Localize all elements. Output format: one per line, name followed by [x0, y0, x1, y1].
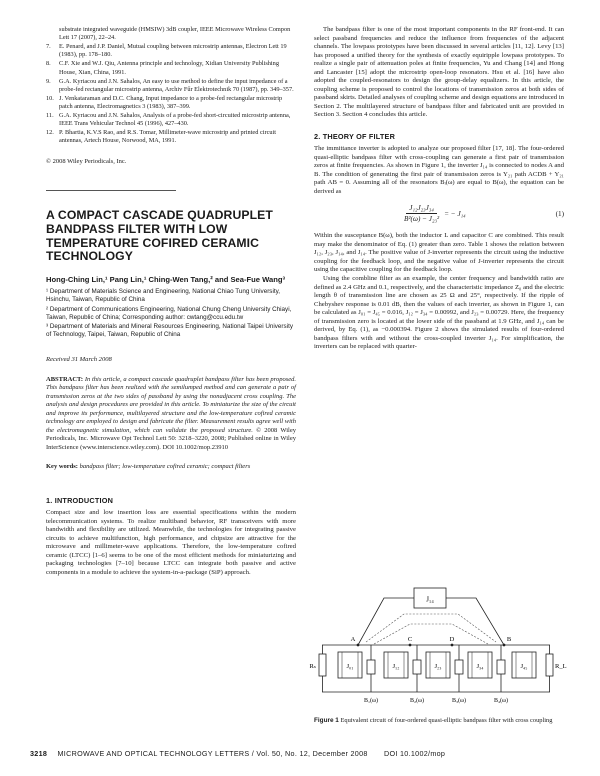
inverter-j01 — [338, 652, 362, 678]
equation-1 — [314, 204, 564, 223]
copyright-notice: © 2008 Wiley Periodicals, Inc. — [46, 157, 127, 165]
received-date: Received 31 March 2008 — [46, 355, 112, 363]
reference-list — [46, 26, 296, 146]
resonator-b4 — [494, 645, 508, 704]
svg-text:B₁(ω): B₁(ω) — [363, 698, 379, 704]
paragraph: Compact size and low insertion loss are essential specifications within the modern telecommunication systems. To realize multiband behavior, RF transceivers with more bandwidth and flexibility are utilized. Meanwhile, the technologies for integrating passive circuits to achieve multifunction, high performance, and chipsize are attractive for the microwave and millimeter-wave applications. Therefore, the low-temperature cofired ceramic (LTCC) [1–6] seems to be one of the most efficient methods for miniaturizing and packaging technologies [7–10] because LTCC can integrate both passive and active components in a module to achieve the system-in-a-package (SiP) approach. — [46, 508, 296, 576]
svg-text:J₂₃: J₂₃ — [434, 663, 442, 670]
resonator-b3 — [452, 645, 466, 704]
node-label-a: A — [350, 636, 356, 643]
right-column — [314, 26, 564, 352]
equation-numerator: J₁₂J₂₃J₃₄ — [406, 204, 437, 214]
feedback-wire-right — [446, 598, 504, 645]
svg-text:B₂(ω): B₂(ω) — [409, 698, 425, 704]
affiliation: ² Department of Communications Engineering, National Chung Cheng University Chiayi, Taiwan, Republic of China; Corresponding author: cwtang@ccu.edu.tw — [46, 305, 292, 321]
paragraph: The bandpass filter is one of the most important components in the RF front-end. It can select passband frequencies and reduce the influence from frequencies of the adjacent channels. The lowpass prototypes have been discussed in several articles [11, 12]. Levy [13] has proposed a unified theory for the synthesis of exactly equiripple lowpass prototypes. To realize a single pair of attenuation poles at finite frequencies, Yu and Chang [14] and Hong and Lancaster [15] adopt the microstrip open-loop resonators. Hsu et al. [16] have also adopted the coupled-resonators to design the group-delay equalizers. In this article, the coupling scheme is proposed to control the locations of transmission zeros at both sides of passband skirts. Detailed analyses of coupling scheme and design equations are introduced in Section 2. The multilayered structure of bandpass filter and fabricated unit are provided in Section 3. Section 4 concludes this article. — [314, 26, 564, 119]
svg-text:J₃₄: J₃₄ — [476, 663, 484, 670]
paragraph: Within the susceptance B(ω), both the inductor L and capacitor C are combined. This result may make the denominator of Eq. (1) greater than zero. Table 1 shows the relation between J₁₂, J₂₃, J₁₄, and J₁₄. The positive value of J-inverter represents the circuit using the inductive coupling for the feedback loop, and the negative value of J-inverter represents the circuit using the capacitive coupling for the feedback loop. — [314, 232, 564, 274]
affiliation: ¹ Department of Materials Science and Engineering, National Chiao Tung University, Hsinchu, Taiwan, Republic of China — [46, 288, 281, 304]
label-rl: R_L — [555, 663, 567, 670]
left-column — [46, 26, 296, 577]
article-title: A COMPACT CASCADE QUADRUPLET BANDPASS FILTER WITH LOW TEMPERATURE COFIRED CERAMIC TECHNOLOGY — [46, 208, 273, 264]
figure-caption — [314, 717, 564, 725]
equation-fraction — [404, 204, 439, 223]
abstract-citation: © 2008 Wiley Periodicals, Inc. Microwave Opt Technol Lett 50: 3218–3220, 2008; Published online in Wiley InterScience (www.interscience.wiley.com). DOI 10.1002/mop.23910 — [46, 426, 297, 451]
theory-body — [314, 145, 564, 196]
node-b — [503, 644, 506, 647]
svg-text:B₃(ω): B₃(ω) — [451, 698, 467, 704]
feedback-wire-left — [358, 598, 414, 645]
keywords — [46, 463, 296, 472]
node-d — [451, 644, 454, 647]
label-rs: Rₛ — [309, 663, 316, 670]
reference-item: 8. C.F. Xie and W.J. Qiu, Antenna principle and technology, Xidian University Publishing House, Xian, China, 1991. — [46, 60, 279, 76]
footer-doi: DOI 10.1002/mop — [384, 749, 446, 758]
figure-caption-text: Equivalent circuit of four-ordered quasi-elliptic bandpass filter with cross coupling — [340, 717, 553, 724]
svg-text:J₀₁: J₀₁ — [346, 663, 354, 670]
coupling-path-lower — [374, 624, 488, 644]
svg-text:B₄(ω): B₄(ω) — [493, 698, 509, 704]
inverter-j45 — [512, 652, 536, 678]
author-list: Hong-Ching Lin,¹ Pang Lin,¹ Ching-Wen Tang,² and Sea-Fue Wang³ — [46, 274, 286, 284]
node-c — [409, 644, 412, 647]
reference-item: 9. G.A. Kyriacou and J.N. Sahalos, An easy to use method to define the input impedance of a probe-fed rectangular microstrip antenna, Archiv Fűr Elektrotechnik 70 (1987), pp. 349–357. — [46, 77, 294, 93]
node-a — [357, 644, 360, 647]
abstract — [46, 376, 296, 453]
introduction-body — [46, 509, 296, 577]
inverter-label-j14: J₁₄ — [426, 595, 434, 604]
equation-rhs: = − J₁₄ — [444, 209, 466, 218]
node-label-d: D — [449, 636, 455, 643]
node-label-b: B — [506, 636, 512, 643]
resonator-b1 — [364, 645, 378, 704]
abstract-label: ABSTRACT: — [46, 375, 84, 383]
keywords-text: bandpass filter; low-temperature cofired ceramic; compact filters — [79, 463, 251, 471]
load-resistor — [546, 654, 553, 676]
equation-body — [314, 204, 556, 223]
equation-denominator: B²(ω) − J₂₃² — [403, 215, 440, 224]
figure-caption-label: Figure 1 — [314, 717, 339, 724]
reference-item: 7. E. Penard, and J.P. Daniel, Mutual coupling between microstrip antennas, Electron Lett 19 (1983), pp. 178–180. — [46, 43, 287, 59]
paragraph: The immittance inverter is adopted to analyze our proposed filter [17, 18]. The four-ordered quasi-elliptic bandpass filter with cross-coupling can generate a first pair of transmission zeros at finite frequencies. As shown in Figure 1, the inverter J₁₄ is connected to nodes A and B. The condition of generating the first pair of transmission zeros is Y₂₁ path ACDB + Y₂₁ path AB = 0. Assuming all of the resonators Bᵢ(ω) are equal to B(ω), the equation can be derived as — [314, 145, 564, 195]
inverter-j12 — [384, 652, 408, 678]
page-number: 3218 — [30, 749, 48, 758]
affiliation: ³ Department of Materials and Mineral Resources Engineering, National Taipei University of Technology, Taipei, Taiwan, Republic of China — [46, 323, 293, 339]
abstract-text: In this article, a compact cascade quadruplet bandpass filter has been proposed. This bandpass filter has been realized with the semilumped method and can generate a pair of transmission zeros at the two sides of passband by using the nonadjacent cross coupling. The analysis and design procedures are provided in this article. To miniaturize the size of the circuit and improve its performance, multilayered structure and the low-temperature cofired ceramic technology are employed to design and fabricate the filter. Measurement results agree well with the electromagnetic simulation, which can validate the proposed structure. — [46, 375, 296, 434]
resonator-b2 — [410, 645, 424, 704]
reference-item: 11. G.A. Kyriacou and J.N. Sahalos, Analysis of a probe-fed short-circuited microstrip antenna, IEEE Trans Vehicular Technol 45 (1996), 427–430. — [46, 111, 291, 128]
reference-item: 10. J. Venkataraman and D.C. Chang, Input impedance to a probe-fed rectangular microstrip patch antenna, Electromagnetics 3 (1983), 387–399. — [46, 94, 283, 111]
node-label-c: C — [407, 636, 413, 643]
reference-item: 12. P. Bhartia, K.V.S Rao, and R.S. Tomar, Millimeter-wave microstrip and printed circuit antennas, Artech House, Norwood, MA, 1991. — [46, 129, 277, 145]
intro-continued — [314, 26, 564, 120]
source-resistor — [319, 654, 326, 676]
theory-body-continued — [314, 232, 564, 352]
affiliations — [46, 288, 296, 339]
inverter-j34 — [468, 652, 492, 678]
journal-info: MICROWAVE AND OPTICAL TECHNOLOGY LETTERS / Vol. 50, No. 12, December 2008 — [57, 749, 368, 758]
paragraph: Using the combline filter as an example, the center frequency and bandwidth ratio are defined as 2.4 GHz and 0.1, respectively, and the characteristic impedance Z₀ and the electric length θ of transmission line are chosen as 25 Ω and 25°, respectively. If the ripple of Chebyshev response is 0.01 dB, then the values of each inverter, as shown in Figure 1, can be calculated as J₀₁ = J₄₅ = 0.016, J₁₂ = J₃₄ = 0.00992, and J₂₃ = 0.00729. Here, the frequency of transmission zero is located at the lower side of the passband at 1.9 GHz, and J₁₄ can be derived, by Eq. (1), as −0.000394. Figure 2 shows the simulated results of four-ordered bandpass filters with and without the cross-coupled inverter J₁₄. For simplification, the inverters can be replaced with quarter- — [314, 275, 564, 351]
coupling-path-upper — [366, 614, 496, 642]
circuit-diagram — [309, 580, 567, 708]
figure-1 — [309, 580, 567, 725]
svg-text:J₁₂: J₁₂ — [392, 663, 400, 670]
equation-number: (1) — [555, 209, 564, 218]
keywords-label: Key words: — [46, 463, 78, 471]
page-footer — [30, 749, 570, 758]
divider — [46, 190, 176, 191]
inverter-j23 — [426, 652, 450, 678]
section-heading-theory: 2. THEORY OF FILTER — [314, 132, 396, 142]
section-heading-introduction: 1. INTRODUCTION — [46, 495, 114, 505]
reference-item: substrate integrated waveguide (HMSIW) 3dB coupler, IEEE Microwave Wireless Compon Lett 17 (2007), 22–24. — [59, 26, 291, 42]
svg-text:J₄₅: J₄₅ — [520, 663, 528, 670]
